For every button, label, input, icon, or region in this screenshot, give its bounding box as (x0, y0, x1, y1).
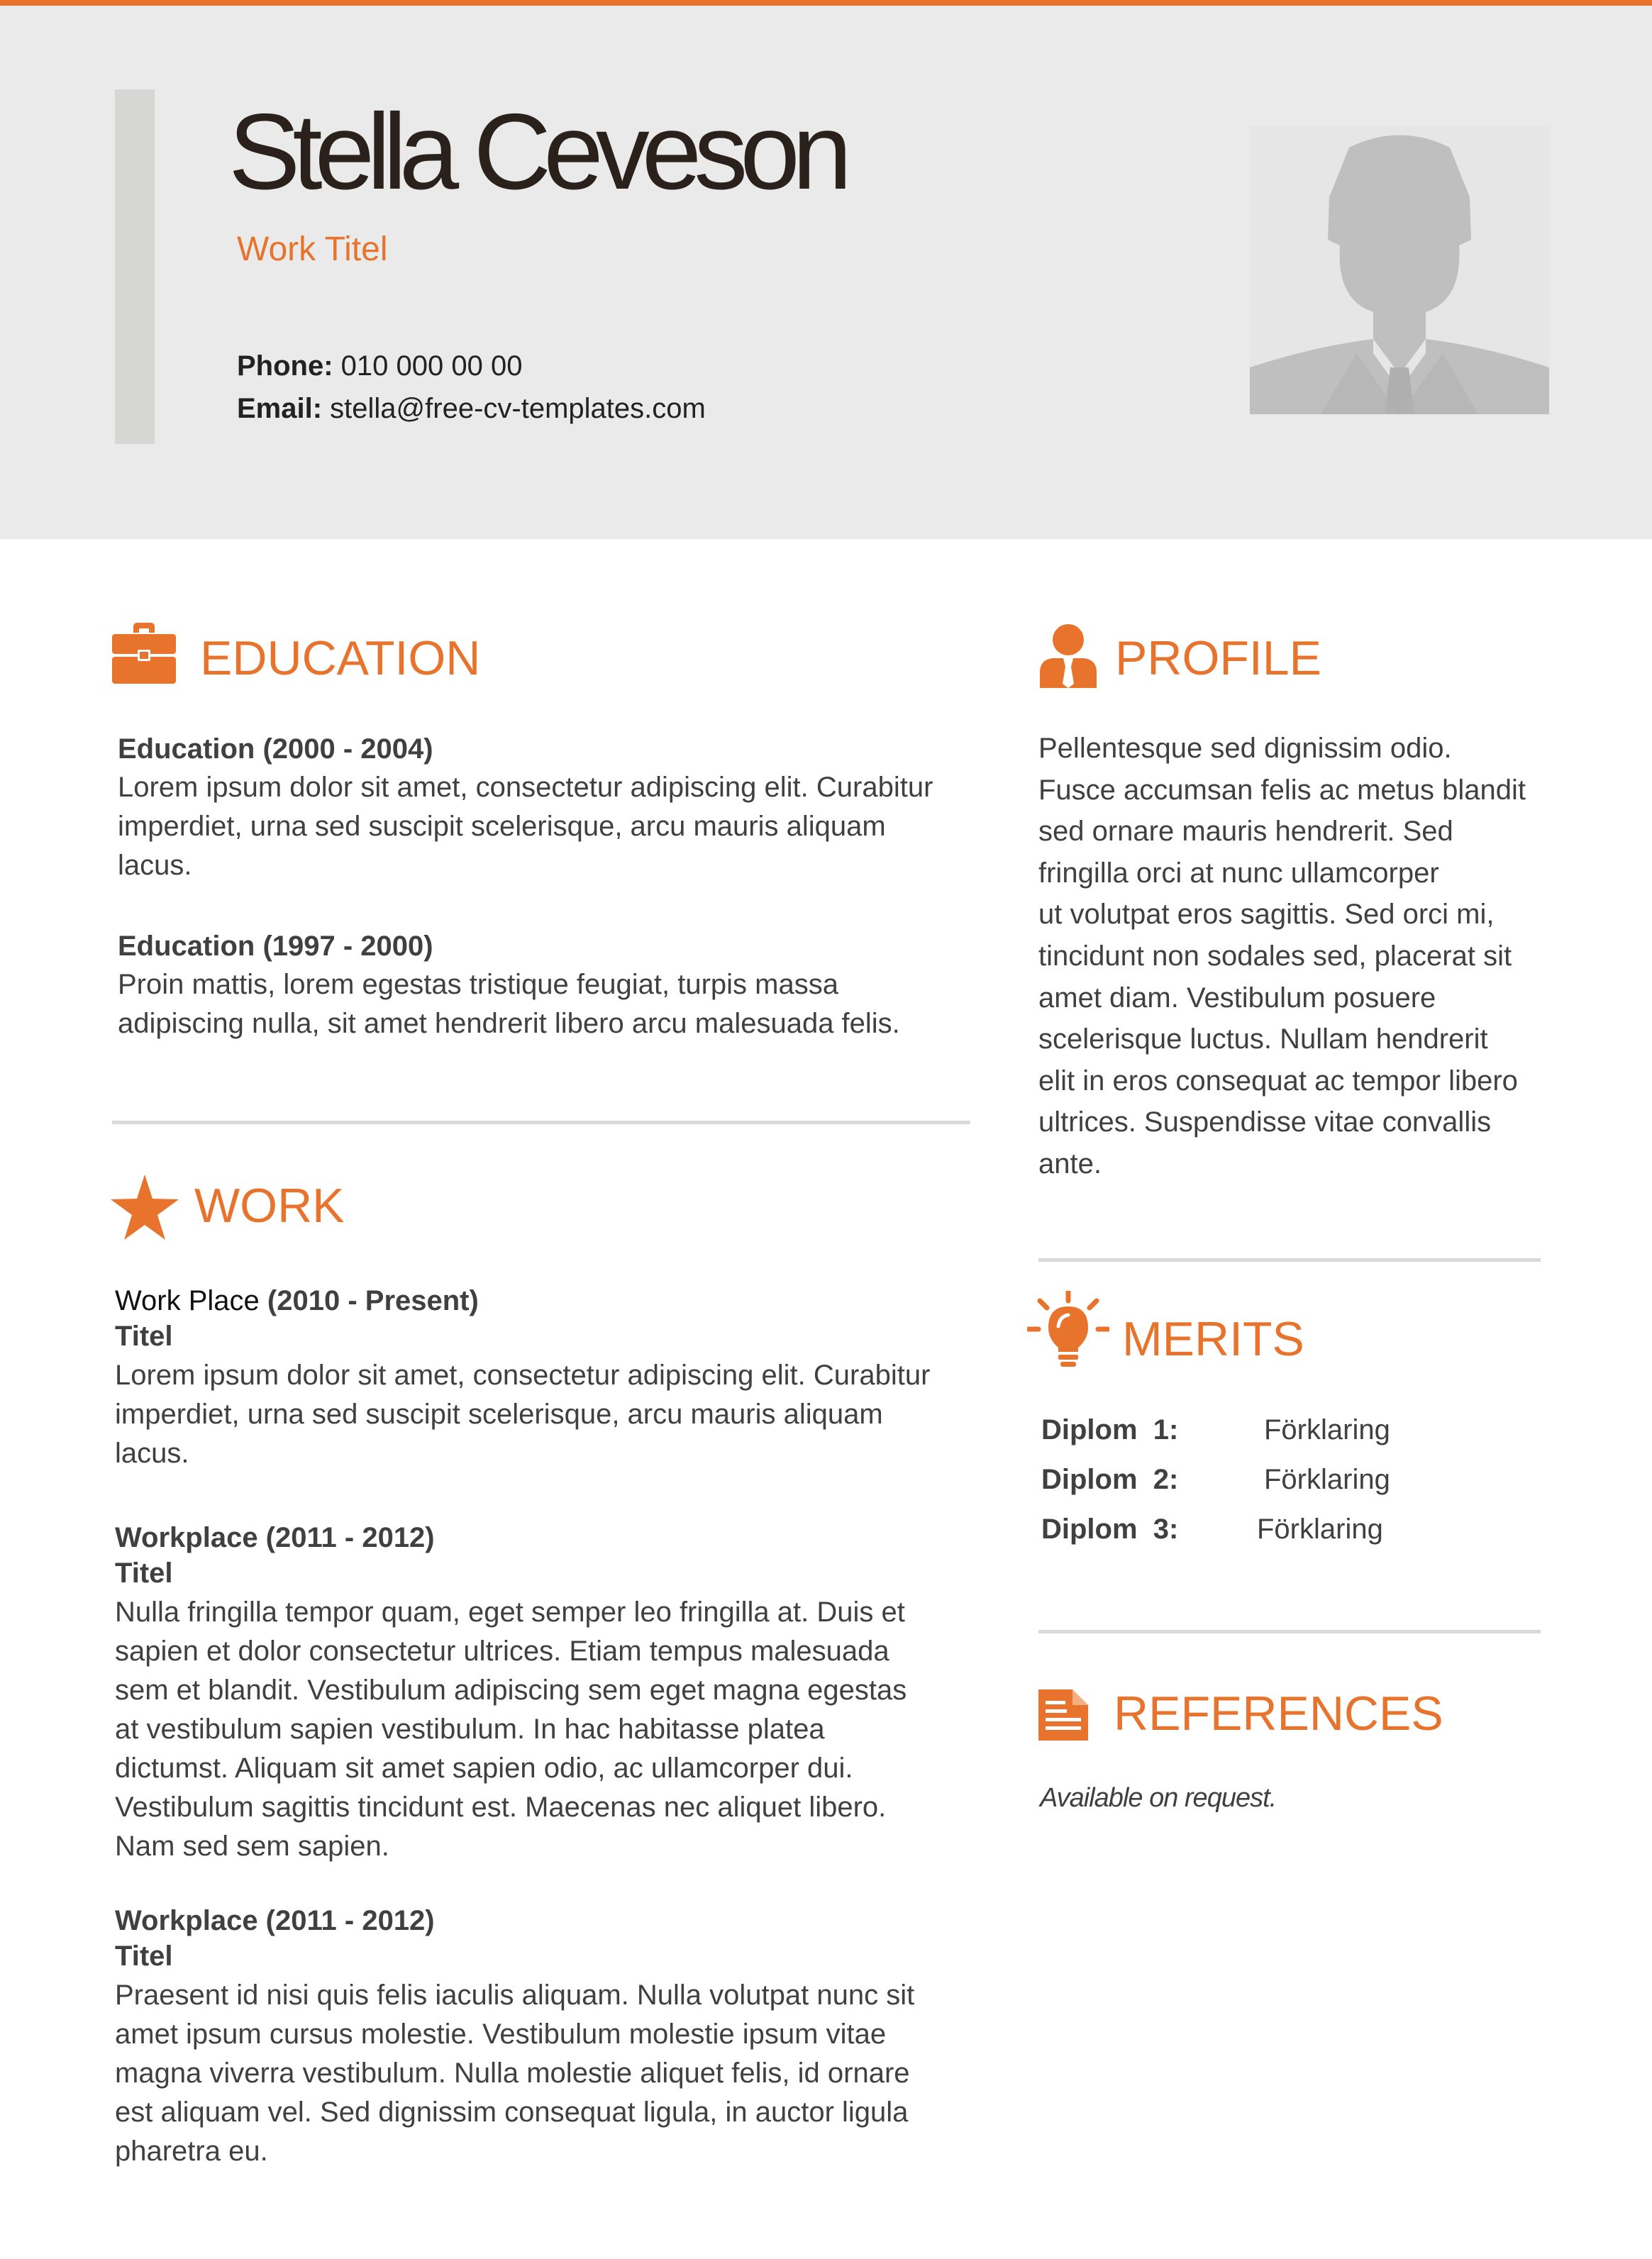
work-entry-text: Praesent id nisi quis felis iaculis aliquam. Nulla volutpat nunc sit amet ipsum cursus molestie. Vestibulum molestie ipsum vitae magna viverra vestibulum. Nulla molestie aliquet felis, id ornare est aliquam vel. Sed dignissim consequat ligula, in auctor ligula pharetra eu. (115, 1980, 915, 2167)
work-entry-text: Lorem ipsum dolor sit amet, consectetur adipiscing elit. Curabitur imperdiet, urna sed suscipit scelerisque, arcu mauris aliquam lacus. (115, 1360, 931, 1469)
merit-label: Diplom 2: (1041, 1464, 1179, 1495)
phone-value: 010 000 00 00 (340, 350, 523, 382)
person-icon (1040, 624, 1097, 688)
section-divider (1038, 1258, 1541, 1262)
merit-value: Förklaring (1264, 1464, 1390, 1495)
candidate-name: Stella Ceveson (228, 91, 845, 212)
education-entry-text: Proin mattis, lorem egestas tristique feugiat, turpis massa adipiscing nulla, sit amet hendrerit libero arcu malesuada felis. (118, 969, 900, 1039)
section-divider (112, 1121, 970, 1124)
references-note: Available on request. (1040, 1783, 1277, 1813)
work-entry-title (115, 1285, 479, 1317)
work-entry-role: Titel (115, 1941, 173, 1972)
top-accent-bar (0, 0, 1652, 6)
email-value: stella@free-cv-templates.com (330, 393, 706, 424)
education-entry-text: Lorem ipsum dolor sit amet, consectetur adipiscing elit. Curabitur imperdiet, urna sed suscipit scelerisque, arcu mauris aliquam lacus. (118, 772, 933, 881)
avatar-silhouette-icon (1250, 126, 1549, 414)
work-title: Work Titel (237, 231, 388, 268)
profile-heading: PROFILE (1115, 631, 1321, 685)
work-entry-title: Workplace (2011 - 2012) (115, 1522, 435, 1553)
merit-label: Diplom 1: (1041, 1414, 1179, 1445)
work-period: (2010 - Present) (267, 1285, 479, 1316)
lightbulb-icon (1027, 1291, 1109, 1369)
work-place: Work Place (115, 1285, 260, 1316)
merits-heading: MERITS (1122, 1312, 1304, 1366)
email-line (237, 393, 706, 425)
work-entry-role: Titel (115, 1321, 173, 1352)
email-label: Email: (237, 393, 323, 424)
briefcase-icon (112, 623, 176, 684)
section-divider (1038, 1630, 1541, 1633)
document-icon (1038, 1689, 1088, 1741)
work-entry-text: Nulla fringilla tempor quam, eget semper leo fringilla at. Duis et sapien et dolor consectetur ultrices. Etiam tempus malesuada sem et blandit. Vestibulum adipiscing sem eget magna egestas at vestibulum sapien vestibulum. In hac habitasse platea dictumst. Aliquam sit amet sapien odio, ac ullamcorper dui. Vestibulum sagittis tincidunt est. Maecenas nec aliquet libero. Nam sed sem sapien. (115, 1597, 907, 1862)
work-heading: WORK (194, 1179, 345, 1233)
work-entry-title: Workplace (2011 - 2012) (115, 1905, 435, 1936)
profile-photo-placeholder (1250, 126, 1549, 414)
phone-line (237, 350, 522, 382)
education-heading: EDUCATION (200, 631, 481, 685)
work-entry-role: Titel (115, 1558, 173, 1589)
profile-text: Pellentesque sed dignissim odio. Fusce accumsan felis ac metus blandit sed ornare mauris hendrerit. Sed fringilla orci at nunc ullamcorper ut volutpat eros sagittis. Sed orci mi, tincidunt non sodales sed, placerat sit amet diam. Vestibulum posuere scelerisque luctus. Nullam hendrerit elit in eros consequat ac tempor libero ultrices. Suspendisse vitae convallis ante. (1038, 733, 1526, 1180)
education-entry-title: Education (1997 - 2000) (118, 931, 433, 962)
phone-label: Phone: (237, 350, 333, 382)
merit-value: Förklaring (1264, 1414, 1390, 1445)
merit-label: Diplom 3: (1041, 1514, 1179, 1545)
education-entry-title: Education (2000 - 2004) (118, 733, 433, 765)
references-heading: REFERENCES (1114, 1687, 1443, 1741)
star-icon (111, 1175, 179, 1240)
merit-value: Förklaring (1257, 1514, 1383, 1545)
header-vertical-bar (115, 89, 155, 444)
